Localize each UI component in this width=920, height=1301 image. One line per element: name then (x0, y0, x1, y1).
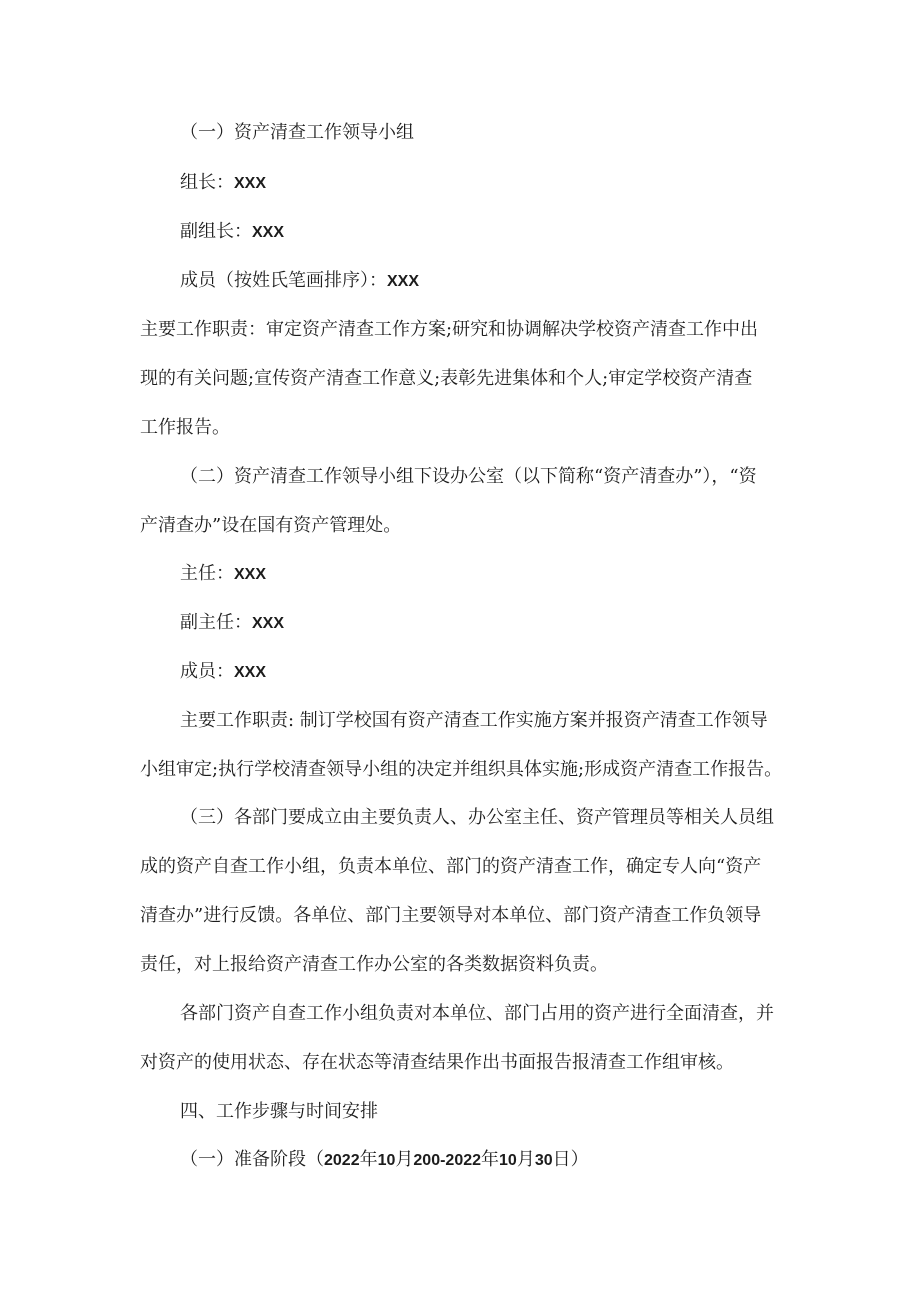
deputy-leader-label: 副组长： (180, 221, 252, 242)
duty2-line-2 (0, 758, 920, 782)
deputy-director-value: XXX (252, 615, 285, 632)
stage1-prefix: （一）准备阶段（ (180, 1149, 324, 1170)
dept-para-line-1 (0, 806, 920, 830)
deputy-leader-value: XXX (252, 224, 285, 241)
duty1-text-1: 主要工作职责：审定资产清查工作方案;研究和协调解决学校资产清查工作中出 (140, 319, 759, 340)
deputy-director-label: 副主任： (180, 612, 252, 633)
duty1-text-3: 工作报告。 (140, 417, 230, 438)
office-members-line (0, 660, 920, 685)
dept-para-text-3: 清查办”进行反馈。各单位、部门主要领导对本单位、部门资产清查工作负领导 (140, 905, 762, 926)
members-line (0, 269, 920, 294)
duty2-text-2: 小组审定;执行学校清查领导小组的决定并组织具体实施;形成资产清查工作报告。 (140, 759, 783, 780)
heading-leading-group (0, 121, 920, 145)
office-members-value: XXX (234, 664, 267, 681)
stage1-month-char-1: 月 (395, 1149, 414, 1170)
selfcheck-para-text-2: 对资产的使用状态、存在状态等清查结果作出书面报告报清查工作组审核。 (140, 1052, 734, 1073)
stage1-month-start: 10 (377, 1152, 396, 1169)
stage1-year-char-1: 年 (359, 1149, 378, 1170)
director-label: 主任： (180, 563, 234, 584)
deputy-leader-line (0, 220, 920, 245)
duty2-text-1: 主要工作职责: 制订学校国有资产清查工作实施方案并报资产清查工作领导 (180, 710, 768, 731)
section-four-text: 四、工作步骤与时间安排 (180, 1101, 378, 1122)
members-value: XXX (387, 273, 420, 290)
members-label: 成员（按姓氏笔画排序）： (180, 270, 387, 291)
office-para-text-1: （二）资产清查工作领导小组下设办公室（以下简称“资产清查办”），“资 (180, 466, 757, 487)
selfcheck-para-text-1: 各部门资产自查工作小组负责对本单位、部门占用的资产进行全面清查，并 (180, 1003, 774, 1024)
dept-para-line-3 (0, 904, 920, 928)
stage1-day-end: 30 (534, 1152, 553, 1169)
leader-value: XXX (234, 175, 267, 192)
director-value: XXX (234, 566, 267, 583)
stage1-month-end: 10 (499, 1152, 517, 1169)
office-para-line-2 (0, 514, 920, 538)
duty1-text-2: 现的有关问题;宣传资产清查工作意义;表彰先进集体和个人;审定学校资产清查 (140, 368, 753, 389)
office-members-label: 成员： (180, 661, 234, 682)
leader-line (0, 171, 920, 196)
dept-para-line-4 (0, 953, 920, 977)
stage1-suffix: 日） (552, 1149, 589, 1170)
leader-label: 组长： (180, 172, 234, 193)
heading-text: （一）资产清查工作领导小组 (180, 122, 414, 143)
section-four-heading (0, 1100, 920, 1124)
dept-para-text-1: （三）各部门要成立由主要负责人、办公室主任、资产管理员等相关人员组 (180, 807, 774, 828)
dept-para-line-2 (0, 855, 920, 879)
dept-para-text-4: 责任，对上报给资产清查工作办公室的各类数据资料负责。 (140, 954, 608, 975)
office-para-text-2: 产清查办”设在国有资产管理处。 (140, 515, 402, 536)
stage1-line (0, 1148, 920, 1173)
stage1-year-char-2: 年 (481, 1149, 500, 1170)
selfcheck-para-line-1 (0, 1002, 920, 1026)
duty1-line-1 (0, 318, 920, 342)
duty2-line-1 (0, 709, 920, 733)
director-line (0, 562, 920, 587)
duty1-line-3 (0, 416, 920, 440)
selfcheck-para-line-2 (0, 1051, 920, 1075)
dept-para-text-2: 成的资产自查工作小组，负责本单位、部门的资产清查工作，确定专人向“资产 (140, 856, 762, 877)
deputy-director-line (0, 611, 920, 636)
office-para-line-1 (0, 465, 920, 489)
stage1-range: 200-2022 (413, 1152, 482, 1169)
duty1-line-2 (0, 367, 920, 391)
stage1-year-start: 2022 (324, 1152, 360, 1169)
stage1-month-char-2: 月 (516, 1149, 535, 1170)
